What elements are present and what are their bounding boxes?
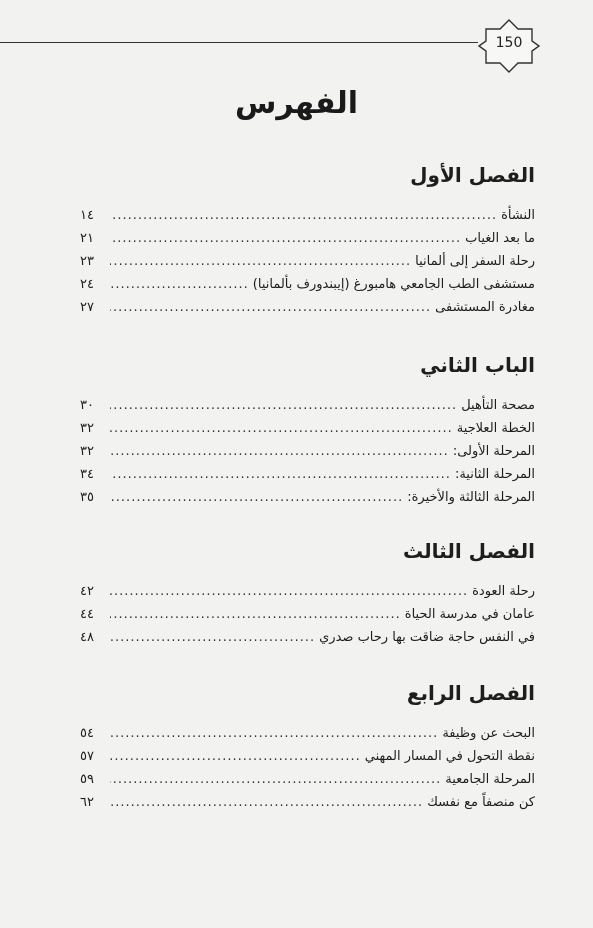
entry-label: المرحلة الثانية: [454,467,535,482]
toc-entry[interactable] [80,227,535,250]
dot-leader [110,626,315,649]
dot-leader [110,440,449,463]
entry-page: ٤٢ [80,584,94,599]
entry-label: في النفس حاجة ضاقت بها رحاب صدري [319,630,535,645]
entry-label: مغادرة المستشفى [435,300,535,315]
entry-page: ٢١ [80,231,94,246]
toc-entry[interactable] [80,486,535,509]
toc-entry[interactable] [80,417,535,440]
entry-page: ٦٢ [80,795,94,810]
dot-leader [110,722,438,745]
entry-page: ٣٢ [80,421,94,436]
toc-entry[interactable] [80,250,535,273]
entry-page: ٣٢ [80,444,94,459]
entry-label: عامان في مدرسة الحياة [404,607,535,622]
section-title: الباب الثاني [420,353,535,377]
section-title: الفصل الرابع [406,681,535,705]
entry-page: ٢٣ [80,254,94,269]
toc-section-3 [80,538,535,649]
entry-page: ٥٤ [80,726,94,741]
header-rule [0,42,478,43]
section-title: الفصل الثالث [402,539,535,563]
dot-leader [110,745,361,768]
entry-page: ٤٤ [80,607,94,622]
toc-entry[interactable] [80,768,535,791]
toc-entry[interactable] [80,745,535,768]
toc-entry[interactable] [80,791,535,814]
section-title: الفصل الأول [410,163,535,187]
entry-label: مصحة التأهيل [461,398,535,413]
entry-page: ٣٥ [80,490,94,505]
page-number-badge [476,17,542,75]
entry-page: ٢٧ [80,300,94,315]
entry-page: ٤٨ [80,630,94,645]
entry-page: ٥٩ [80,772,94,787]
toc-entry[interactable] [80,296,535,319]
entry-label: البحث عن وظيفة [442,726,535,741]
dot-leader [110,417,453,440]
entry-page: ٣٤ [80,467,94,482]
entry-label: الخطة العلاجية [456,421,535,436]
page-title: الفهرس [234,86,358,121]
page-number: 150 [495,35,523,51]
entry-page: ٣٠ [80,398,94,413]
entry-label: ما بعد الغياب [465,231,535,246]
dot-leader [110,791,423,814]
toc-entry[interactable] [80,580,535,603]
entry-label: رحلة السفر إلى ألمانيا [415,254,535,269]
dot-leader [110,768,441,791]
dot-leader [110,463,451,486]
entry-label: مستشفى الطب الجامعي هامبورغ (إيبندورف بألمانيا) [252,277,535,292]
toc-entry[interactable] [80,440,535,463]
toc-entry[interactable] [80,722,535,745]
entry-label: كن منصفاً مع نفسك [427,795,535,810]
dot-leader [110,296,431,319]
dot-leader [110,273,249,296]
toc-entry[interactable] [80,204,535,227]
toc-section-2 [80,352,535,509]
toc-section-1 [80,162,535,319]
toc-section-4 [80,680,535,814]
toc-entry[interactable] [80,603,535,626]
entry-label: رحلة العودة [472,584,535,599]
entry-page: ٢٤ [80,277,94,292]
entry-label: النشأة [501,208,535,223]
toc-entry[interactable] [80,463,535,486]
toc-entry[interactable] [80,273,535,296]
entry-page: ٥٧ [80,749,94,764]
dot-leader [110,580,468,603]
dot-leader [110,204,497,227]
entry-label: نقطة التحول في المسار المهني [364,749,535,764]
toc-entry[interactable] [80,626,535,649]
dot-leader [110,394,457,417]
dot-leader [110,486,403,509]
entry-page: ١٤ [80,208,94,223]
dot-leader [110,603,401,626]
entry-label: المرحلة الثالثة والأخيرة: [407,490,535,505]
dot-leader [110,227,461,250]
toc-entry[interactable] [80,394,535,417]
entry-label: المرحلة الأولى: [452,444,535,459]
dot-leader [110,250,411,273]
entry-label: المرحلة الجامعية [445,772,535,787]
